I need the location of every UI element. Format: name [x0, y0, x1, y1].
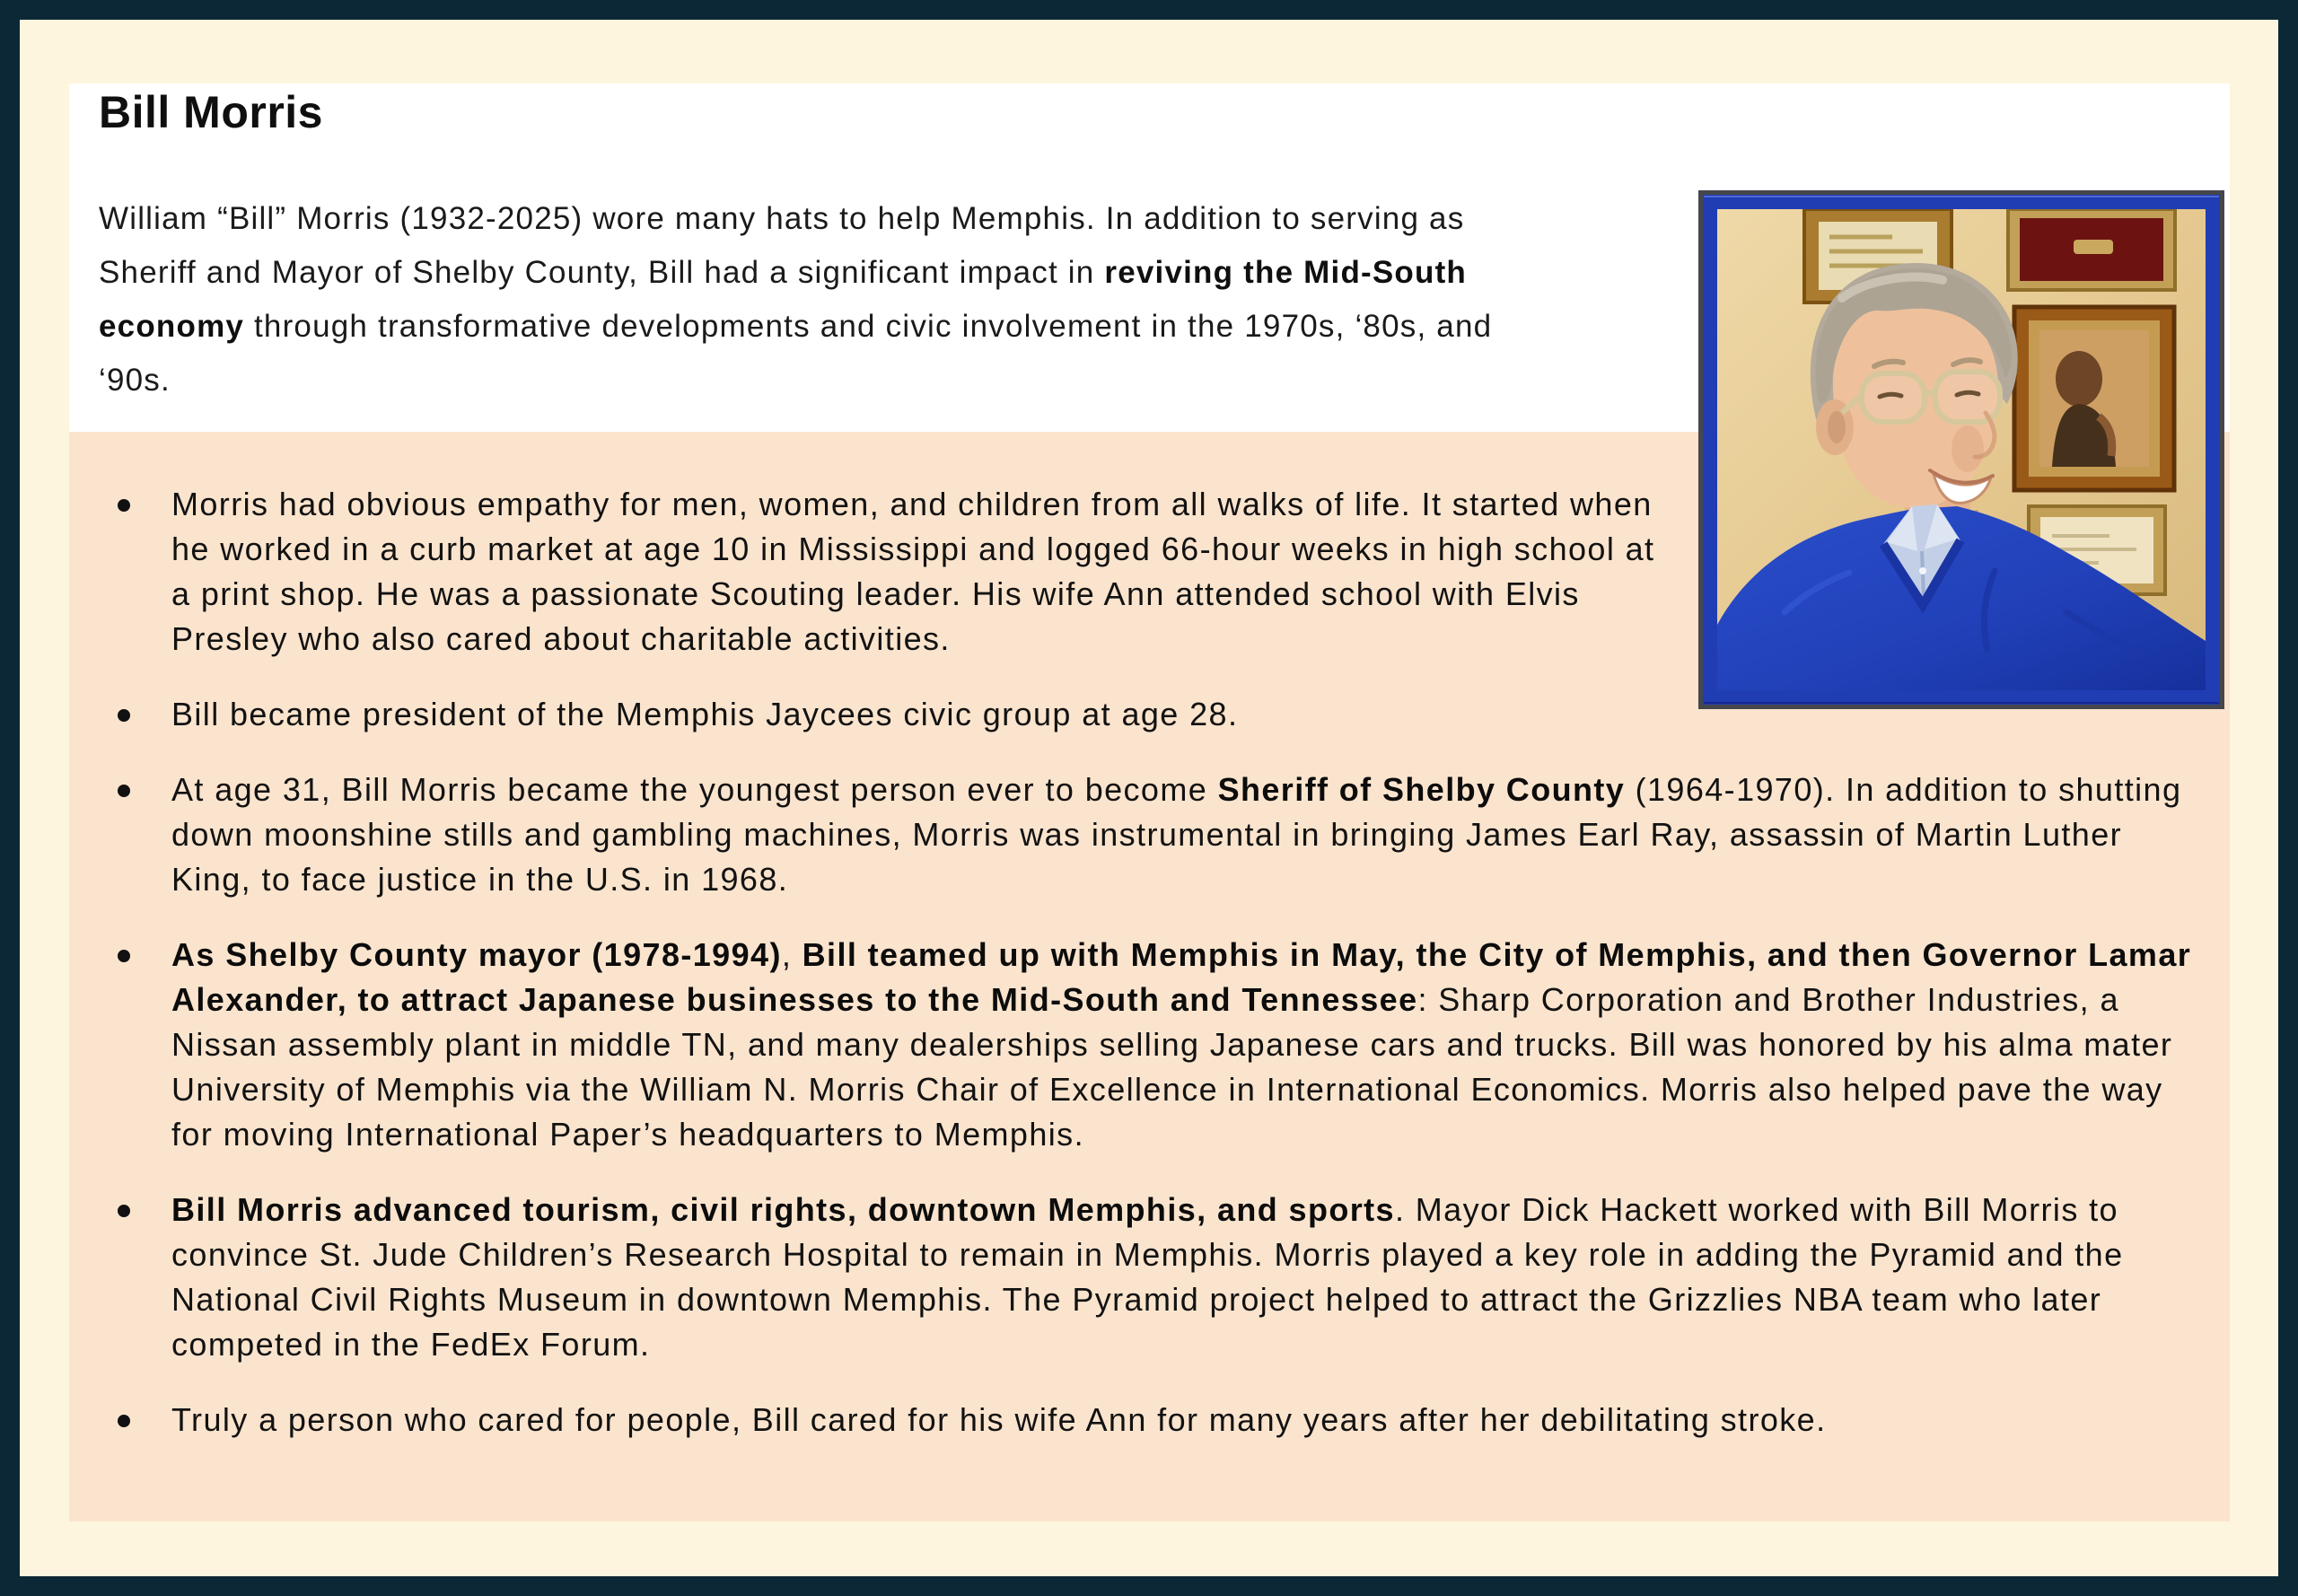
- bullet-text-segment: Bill became president of the Memphis Jaycees civic group at age 28.: [171, 696, 1239, 732]
- intro-text-end: through transformative developments and civic involvement in the 1970s, ‘80s, and ‘90s.: [99, 309, 1493, 398]
- bullet-text-segment: . Mayor Dick Hackett worked with Bill Morris to convince St. Jude Children’s Research Hospital to remain in Memphis. Morris played a key role in adding the Pyramid and the National Civil Rights Museum in downtown Memphis. The Pyramid project helped to attract the Grizzlies NBA team who later competed in the FedEx Forum.: [171, 1191, 2124, 1363]
- intro-text-start: William “Bill” Morris (1932-2025) wore many hats to help Memphis. In addition to serving as Sheriff and Mayor of Shelby County, Bill had a significant impact in: [99, 201, 1465, 290]
- glasses: [1842, 372, 2000, 422]
- portrait-photo-image: [1698, 190, 2224, 709]
- bullet-text-segment: Truly a person who cared for people, Bill cared for his wife Ann for many years after her debilitating stroke.: [171, 1401, 1827, 1438]
- wall-frame-plaque: [2008, 209, 2175, 290]
- bullet-text-segment: Sheriff of Shelby County: [1217, 771, 1626, 808]
- page-title: Bill Morris: [99, 87, 323, 137]
- list-item: [171, 767, 2192, 902]
- bullet-text-segment: Bill Morris advanced tourism, civil rights, downtown Memphis, and sports: [171, 1191, 1395, 1228]
- bullet-text-segment: Bill teamed up with Memphis in May, the City of Memphis, and then Governor Lamar Alexander, to attract Japanese businesses to the Mid-South and Tennessee: [171, 936, 2192, 1018]
- bullet-text-segment: At age 31, Bill Morris became the youngest person ever to become: [171, 771, 1218, 808]
- intro-text-bold: reviving the Mid-South economy: [99, 255, 1468, 344]
- bullet-text-segment: : Sharp Corporation and Brother Industries, a Nissan assembly plant in middle TN, and many dealerships selling Japanese cars and trucks. Bill was honored by his alma mater University of Memphis via the William N. Morris Chair of Excellence in International Economics. Morris also helped pave the way for moving International Paper’s headquarters to Memphis.: [171, 981, 2173, 1153]
- portrait-photo: [1698, 190, 2224, 709]
- list-item: [171, 1398, 2192, 1443]
- intro-paragraph: [99, 192, 1557, 408]
- list-item: [171, 933, 2192, 1157]
- wall-frame-portrait: [2014, 307, 2174, 490]
- bullet-text-segment: ,: [781, 936, 803, 973]
- bullet-text-segment: Morris had obvious empathy for men, women, and children from all walks of life. It started when he worked in a curb market at age 10 in Mississippi and logged 66-hour weeks in high school at a print shop. He was a passionate Scouting leader. His wife Ann attended school with Elvis Presley who also cared about charitable activities.: [171, 486, 1655, 657]
- bullet-text-segment: (1964-1970). In addition to shutting down moonshine stills and gambling machines, Morris was instrumental in bringing James Earl Ray, assassin of Martin Luther King, to face justice in the U.S. in 1968.: [171, 771, 2182, 898]
- bullet-text-segment: As Shelby County mayor (1978-1994): [171, 936, 782, 973]
- page-background: [20, 20, 2278, 1576]
- list-item: [171, 1188, 2192, 1367]
- photo-scene: [1717, 209, 2206, 690]
